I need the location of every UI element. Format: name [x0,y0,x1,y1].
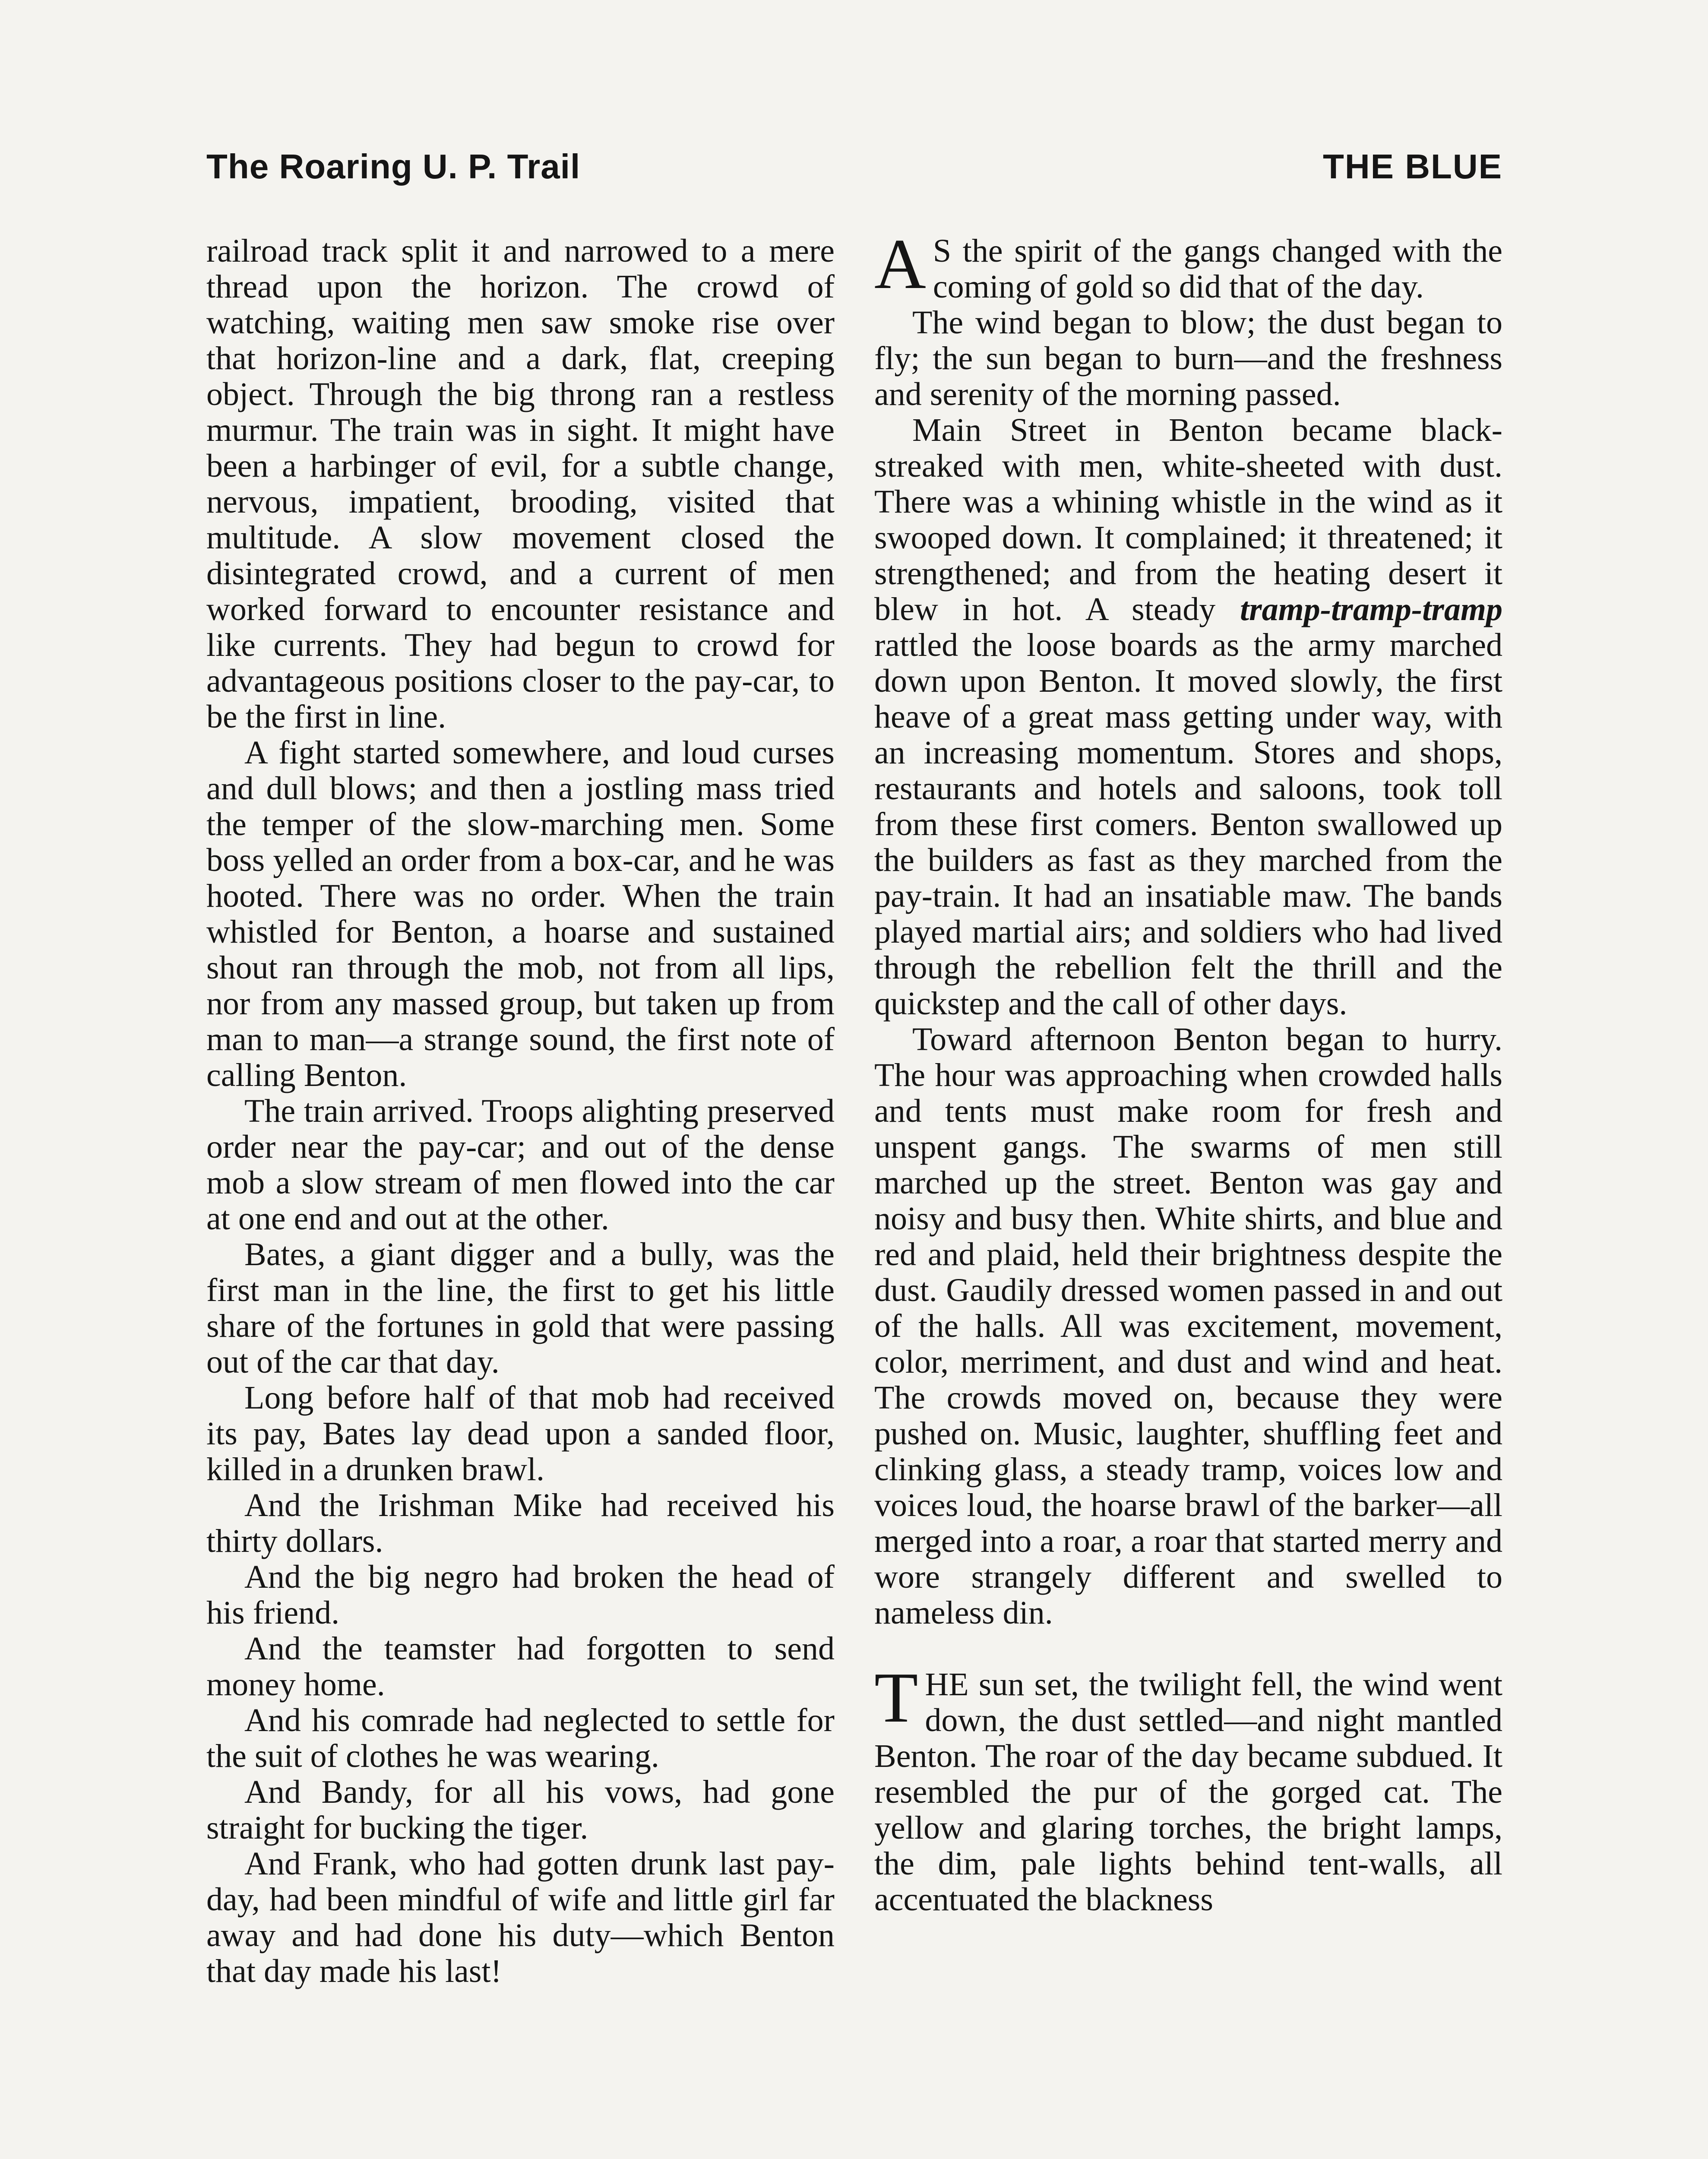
paragraph: Long before half of that mob had received its pay, Bates lay dead upon a sanded floor, killed in a drunken brawl. [206,1380,835,1488]
paragraph [874,412,1502,1022]
paragraph: The train arrived. Troops alighting preserved order near the pay-car; and out of the dense mob a slow stream of men flowed into the car at one end and out at the other. [206,1093,835,1237]
paragraph: And Frank, who had gotten drunk last pay-day, had been mindful of wife and little girl far away and had done his duty—which Benton that day made his last! [206,1846,835,1989]
paragraph: And the big negro had broken the head of his friend. [206,1559,835,1631]
paragraph: A fight started somewhere, and loud curses and dull blows; and then a jostling mass tried the temper of the slow-marching men. Some boss yelled an order from a box-car, and he was hooted. There was no order. When the train whistled for Benton, a hoarse and sustained shout ran through the mob, not from all lips, nor from any massed group, but taken up from man to man—a strange sound, the first note of calling Benton. [206,734,835,1093]
paragraph: Bates, a giant digger and a bully, was the first man in the line, the first to get his little share of the fortunes in gold that were passing out of the car that day. [206,1236,835,1380]
paragraph: And his comrade had neglected to settle for the suit of clothes he was wearing. [206,1702,835,1774]
paragraph: Toward afternoon Benton began to hurry. The hour was approaching when crowded halls and tents must make room for fresh and unspent gangs. The swarms of men still marched up the street. Benton was gay and noisy and busy then. White shirts, and blue and red and plaid, held their brightness despite the dust. Gaudily dressed women passed in and out of the halls. All was excitement, movement, color, merriment, and dust and wind and heat. The crowds moved on, because they were pushed on. Music, laughter, shuffling feet and clinking glass, a steady tramp, voices low and voices loud, the hoarse brawl of the barker—all merged into a roar, a roar that started merry and wore strangely different and swelled to nameless din. [874,1021,1502,1631]
paragraph: And Bandy, for all his vows, had gone straight for bucking the tiger. [206,1774,835,1846]
running-header [206,139,1502,204]
magazine-section-title: THE BLUE [1323,147,1502,186]
paragraph: And the Irishman Mike had received his thirty dollars. [206,1487,835,1559]
section-opening-paragraph [874,1658,1502,1918]
paragraph: The wind began to blow; the dust began to fly; the sun began to burn—and the freshness and serenity of the morning passed. [874,304,1502,412]
left-text-column [206,233,835,1989]
paragraph-text: Main Street in Benton became black-streaked with men, white-sheeted with dust. There was a whining whistle in the wind as it swooped down. It complained; it threatened; it strengthened; and from the heating desert it blew in hot. A steady [874,412,1502,627]
italic-phrase: tramp-tramp-tramp [1240,591,1502,627]
paragraph: railroad track split it and narrowed to a mere thread upon the horizon. The crowd of watching, waiting men saw smoke rise over that horizon-line and a dark, flat, creeping object. Through the big throng ran a restless murmur. The train was in sight. It might have been a harbinger of evil, for a subtle change, nervous, impatient, brooding, visited that multitude. A slow movement closed the disintegrated crowd, and a current of men worked forward to encounter resistance and like currents. They had begun to crowd for advantageous positions closer to the pay-car, to be the first in line. [206,233,835,735]
paragraph-text: S the spirit of the gangs changed with the coming of gold so did that of the day. [933,233,1502,305]
right-text-column [874,224,1502,1918]
opening-paragraph [874,224,1502,305]
drop-cap: T [874,1658,918,1737]
story-title: The Roaring U. P. Trail [206,147,581,186]
paragraph-text: rattled the loose boards as the army marched down upon Benton. It moved slowly, the first heave of a great mass getting under way, with an increasing momentum. Stores and shops, restaurants and hotels and saloons, took toll from these first comers. Benton swallowed up the builders as fast as they marched from the pay-train. It had an insatiable maw. The bands played martial airs; and soldiers who had lived through the rebellion felt the thrill and the quickstep and the call of other days. [874,627,1502,1022]
drop-cap: A [874,224,926,304]
paragraph: And the teamster had forgotten to send money home. [206,1630,835,1703]
paragraph-text: HE sun set, the twilight fell, the wind went down, the dust settled—and night mantled Benton. The roar of the day became subdued. It resembled the pur of the gorged cat. The yellow and glaring torches, the bright lamps, the dim, pale lights behind tent-walls, all accentuated the blackness [874,1666,1502,1918]
